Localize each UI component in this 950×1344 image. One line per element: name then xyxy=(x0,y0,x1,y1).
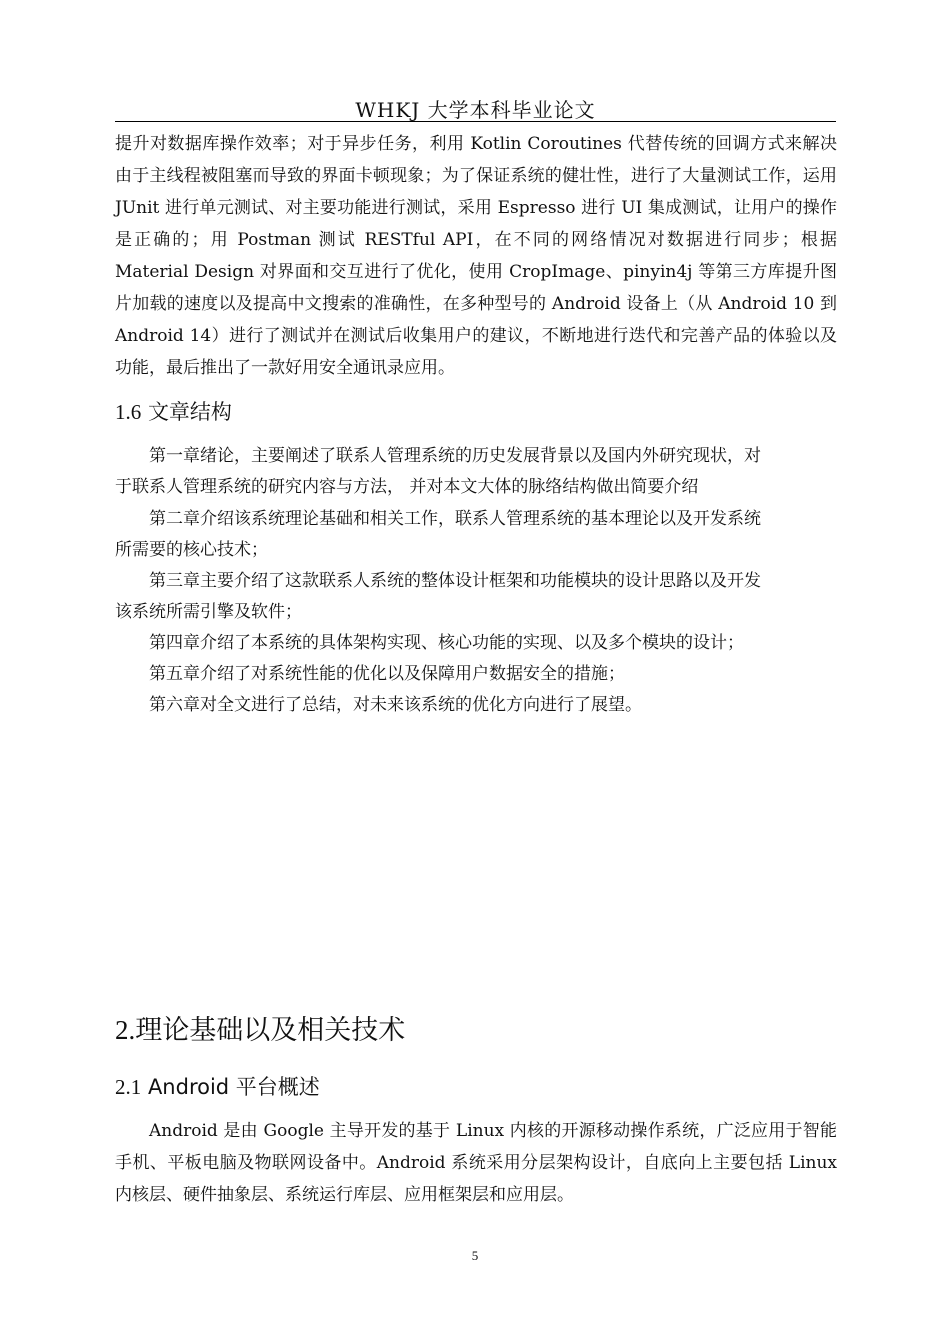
section-2-1-paragraph: Android 是由 Google 主导开发的基于 Linux 内核的开源移动操作系统，广泛应用于智能手机、平板电脑及物联网设备中。Android 系统采用分层架构设计，自底向上主要包括 Linux 内核层、硬件抽象层、系统运行库层、应用框架层和应用层。 xyxy=(115,1121,837,1205)
intro-paragraph: 提升对数据库操作效率；对于异步任务，利用 Kotlin Coroutines 代替传统的回调方式来解决由于主线程被阻塞而导致的界面卡顿现象；为了保证系统的健壮性，进行了大量测试工作，运用 JUnit 进行单元测试、对主要功能进行测试，采用 Espresso 进行 UI 集成测试，让用户的操作是正确的；用 Postman 测试 RESTful API，在不同的网络情况对数据进行同步；根据 Material Design 对界面和交互进行了优化，使用 CropImage、pinyin4j 等第三方库提升图片加载的速度以及提高中文搜索的准确性，在多种型号的 Android 设备上（从 Android 10 到 Android 14）进行了测试并在测试后收集用户的建议，不断地进行迭代和完善产品的体验以及功能，最后推出了一款好用安全通讯录应用。 xyxy=(115,134,837,378)
header-rule xyxy=(115,121,836,122)
structure-line: 第二章介绍该系统理论基础和相关工作，联系人管理系统的基本理论以及开发系统 xyxy=(149,509,761,529)
section-heading-2-1 xyxy=(115,1071,320,1101)
structure-line: 第五章介绍了对系统性能的优化以及保障用户数据安全的措施； xyxy=(149,664,625,684)
chapter-number: 2. xyxy=(115,1015,136,1045)
structure-line: 第一章绪论，主要阐述了联系人管理系统的历史发展背景以及国内外研究现状，对 xyxy=(149,446,761,466)
section-number: 1.6 xyxy=(115,400,142,424)
section-title: 文章结构 xyxy=(147,400,232,424)
structure-line: 第四章介绍了本系统的具体架构实现、核心功能的实现、以及多个模块的设计； xyxy=(149,633,744,653)
structure-line: 第三章主要介绍了这款联系人系统的整体设计框架和功能模块的设计思路以及开发 xyxy=(149,571,761,591)
chapter-heading-2 xyxy=(115,1008,405,1047)
section-number: 2.1 xyxy=(115,1075,142,1099)
section-heading-1-6 xyxy=(115,396,232,426)
structure-line: 所需要的核心技术； xyxy=(115,540,268,560)
structure-line: 于联系人管理系统的研究内容与方法， 并对本文大体的脉络结构做出简要介绍 xyxy=(115,477,699,497)
section-title: Android 平台概述 xyxy=(147,1075,320,1099)
structure-line: 该系统所需引擎及软件； xyxy=(115,602,302,622)
structure-line: 第六章对全文进行了总结，对未来该系统的优化方向进行了展望。 xyxy=(149,695,642,715)
page-number: 5 xyxy=(471,1248,479,1263)
header-title: WHKJ 大学本科毕业论文 xyxy=(355,98,596,122)
chapter-title: 理论基础以及相关技术 xyxy=(135,1015,406,1046)
